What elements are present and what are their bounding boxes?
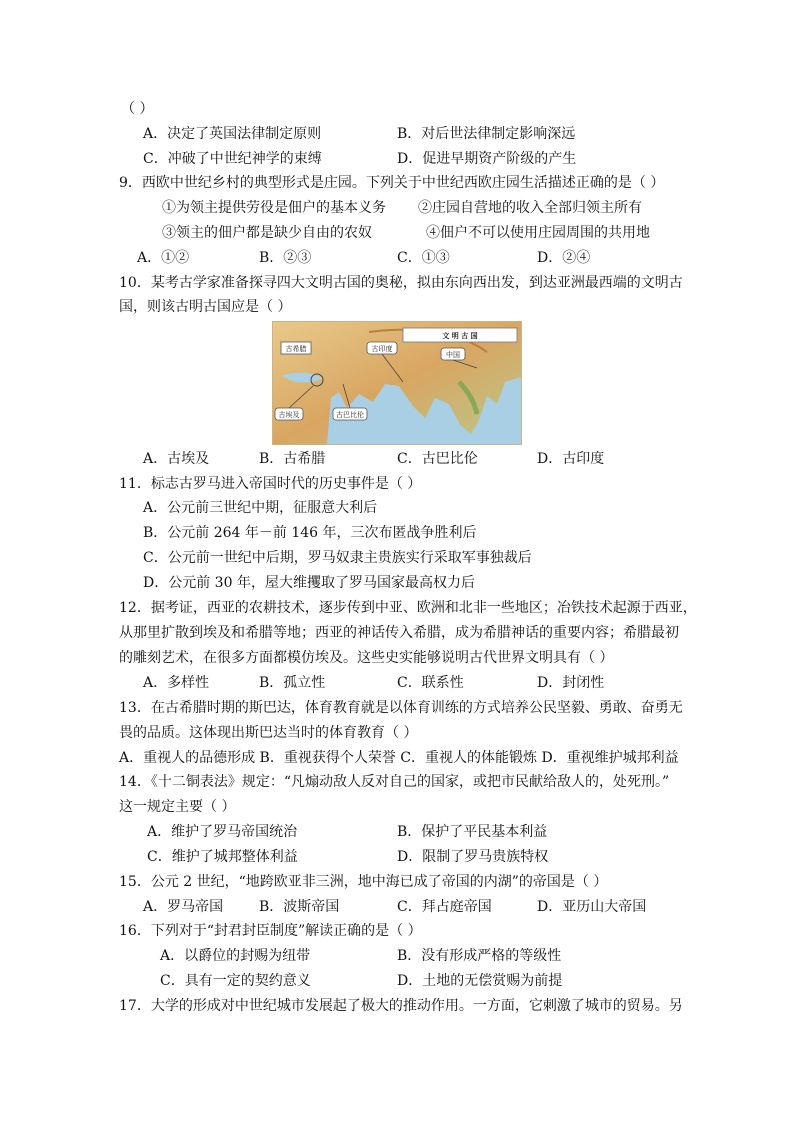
q11-option-b[interactable]: B．公元前 264 年－前 146 年，三次布匿战争胜利后 <box>143 525 477 541</box>
q12-stem-line2: 从那里扩散到埃及和希腊等地；西亚的神话传入希腊，成为希腊神话的重要内容；希腊最初 <box>119 625 679 641</box>
babylon-label: 古巴比伦 <box>336 411 364 419</box>
q14-option-b[interactable]: B．保护了平民基本利益 <box>397 824 548 840</box>
q17-stem-line1: 17．大学的形成对中世纪城市发展起了极大的推动作用。一方面，它刺激了城市的贸易。另 <box>119 998 683 1014</box>
q9-item-2: ②庄园自营地的收入全部归领主所有 <box>418 200 642 216</box>
china-label: 中国 <box>446 351 460 359</box>
q15-option-d[interactable]: D．亚历山大帝国 <box>537 899 647 915</box>
q16-stem: 16．下列对于“封君封臣制度”解读正确的是（ ） <box>119 923 422 939</box>
q12-option-d[interactable]: D．封闭性 <box>537 675 605 691</box>
q14-option-d[interactable]: D．限制了罗马贵族特权 <box>397 849 549 865</box>
q15-option-b[interactable]: B．波斯帝国 <box>259 899 340 915</box>
q12-stem-line3: 的雕刻艺术，在很多方面都模仿埃及。这些史实能够说明古代世界文明具有（ ） <box>119 650 614 666</box>
q14-option-c[interactable]: C．维护了城邦整体利益 <box>147 849 298 865</box>
q9-item-4: ④佃户不可以使用庄园周围的共用地 <box>426 225 650 241</box>
q15-stem: 15．公元 2 世纪，“地跨欧亚非三洲，地中海已成了帝国的内湖”的帝国是（ ） <box>119 874 608 890</box>
q10-option-a[interactable]: A．古埃及 <box>143 451 210 467</box>
q15-option-c[interactable]: C．拜占庭帝国 <box>397 899 492 915</box>
q9-option-c[interactable]: C．①③ <box>397 250 450 266</box>
q13-stem-line2: 畏的品质。这体现出斯巴达当时的体育教育（ ） <box>119 725 418 741</box>
q8-option-a[interactable]: A．决定了英国法律制定原则 <box>143 126 322 142</box>
q12-stem-line1: 12．据考证，西亚的农耕技术，逐步传到中亚、欧洲和北非一些地区；冶铁技术起源于西亚， <box>119 600 697 616</box>
q12-option-b[interactable]: B．孤立性 <box>259 675 326 691</box>
q9-stem: 9．西欧中世纪乡村的典型形式是庄园。下列关于中世纪西欧庄园生活描述正确的是（ ） <box>119 175 665 191</box>
q9-option-d[interactable]: D．②④ <box>537 250 591 266</box>
india-label: 古印度 <box>371 345 393 353</box>
q13-stem-line1: 13．在古希腊时期的斯巴达，体育教育就是以体育训练的方式培养公民坚毅、勇敢、奋勇无 <box>119 700 683 716</box>
q11-option-a[interactable]: A．公元前三世纪中期，征服意大利后 <box>143 500 378 516</box>
q9-option-b[interactable]: B．②③ <box>259 250 312 266</box>
q8-paren: （ ） <box>121 101 154 117</box>
q16-option-a[interactable]: A．以爵位的封赐为纽带 <box>160 948 311 964</box>
q14-stem-line2: 这一规定主要（ ） <box>119 799 236 815</box>
ancient-civilizations-map <box>272 321 522 445</box>
q10-option-b[interactable]: B．古希腊 <box>259 451 326 467</box>
q9-item-3: ③领主的佃户都是缺少自由的农奴 <box>162 225 372 241</box>
q14-stem-line1: 14．《十二铜表法》规定：“凡煽动敌人反对自己的国家，或把市民献给敌人的，处死刑。” <box>119 774 670 790</box>
q16-option-d[interactable]: D．土地的无偿赏赐为前提 <box>397 973 563 989</box>
q12-option-a[interactable]: A．多样性 <box>143 675 210 691</box>
q16-option-b[interactable]: B．没有形成严格的等级性 <box>397 948 562 964</box>
q15-option-a[interactable]: A．罗马帝国 <box>143 899 224 915</box>
egypt-label: 古埃及 <box>278 411 300 419</box>
q9-item-1: ①为领主提供劳役是佃户的基本义务 <box>162 200 386 216</box>
q11-option-c[interactable]: C．公元前一世纪中后期，罗马奴隶主贵族实行采取军事独裁后 <box>143 550 532 566</box>
q11-option-d[interactable]: D．公元前 30 年，屋大维攫取了罗马国家最高权力后 <box>143 575 475 591</box>
q14-option-a[interactable]: A．维护了罗马帝国统治 <box>147 824 298 840</box>
q9-option-a[interactable]: A．①② <box>137 250 190 266</box>
q10-option-c[interactable]: C．古巴比伦 <box>397 451 478 467</box>
q8-option-b[interactable]: B．对后世法律制定影响深远 <box>397 126 576 142</box>
q10-stem-line2: 国，则该古明古国应是（ ） <box>119 299 292 315</box>
q8-option-d[interactable]: D．促进早期资产阶级的产生 <box>397 151 577 167</box>
q16-option-c[interactable]: C．具有一定的契约意义 <box>160 973 311 989</box>
q11-stem: 11．标志古罗马进入帝国时代的历史事件是（ ） <box>119 476 422 492</box>
greece-label: 古希腊 <box>285 345 307 353</box>
q10-option-d[interactable]: D．古印度 <box>537 451 605 467</box>
q8-option-c[interactable]: C．冲破了中世纪神学的束缚 <box>143 151 322 167</box>
q10-stem-line1: 10．某考古学家准备探寻四大文明古国的奥秘，拟由东向西出发，到达亚洲最西端的文明古 <box>119 275 683 291</box>
q12-option-c[interactable]: C．联系性 <box>397 675 464 691</box>
q13-options[interactable]: A．重视人的品德形成 B．重视获得个人荣誉 C．重视人的体能锻炼 D．重视维护城邦利益 <box>119 750 679 766</box>
map-title: 文 明 古 国 <box>442 332 478 340</box>
map-graphic <box>273 322 521 444</box>
